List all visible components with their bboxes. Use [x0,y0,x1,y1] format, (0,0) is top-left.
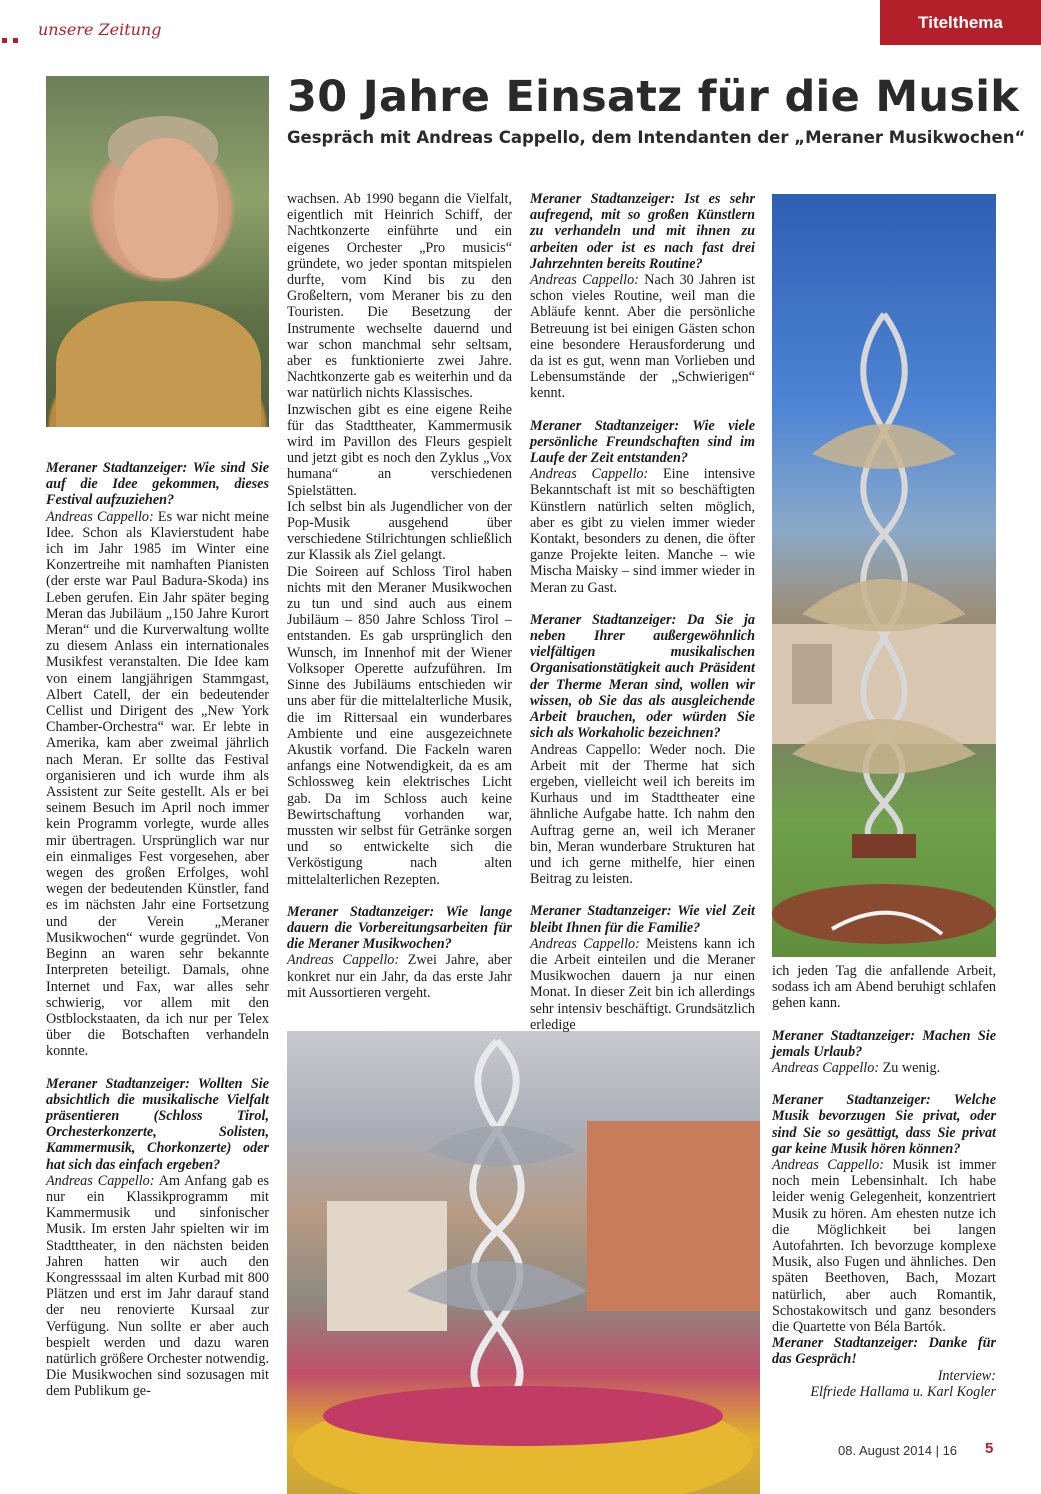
speaker-name: Andreas Cappello: [46,1172,155,1189]
question: Meraner Stadtanzeiger: Danke für das Gespräch! [772,1335,996,1368]
paragraph: Ich selbst bin als Jugendlicher von der Pop-Musik ausgehend über verschiedene Stilrichtungen schließlich zur Klassik als Ziel gelangt. [287,498,512,564]
issue-date: 08. August 2014 | 16 [838,1443,958,1458]
article-column-1 [46,460,269,1400]
question: Meraner Stadtanzeiger: Ist es sehr aufregend, mit so großen Künstlern zu verhandeln und mit ihnen zu arbeiten oder ist es nach fast drei Jahrzehnten bereits Routine? [530,191,755,272]
interview-credit-authors: Elfriede Hallama u. Karl Kogler [810,1383,996,1400]
article-column-3 [530,191,755,1033]
answer-text: Am Anfang gab es nur ein Klassikprogramm mit Kammermusik und sinfonischer Musik. Im ersten Jahr spielten wir im Stadttheater, in den nächsten beiden Jahren hatten wir auch den Kongresssaal im alten Kurbad mit 800 Plätzen und erst im Jahr darauf stand der neu renovierte Kursaal zur Verfügung. Nun sollte er aber auch bespielt werden und dazu waren natürlich größere Orchester notwendig. Die Musikwochen sind sozusagen mit dem Publikum ge- [46,1172,269,1400]
answer-text: Nach 30 Jahren ist schon vieles Routine, weil man die Abläufe kennt. Aber die persönliche Betreuung ist bei einigen Gästen schon eine besondere Herausforderung und da ist es gut, wenn man Vorlieben und Lebensumstände der „Schwierigen“ kennt. [530,272,755,402]
speaker-name: Andreas Cappello: [287,952,400,969]
paragraph: wachsen. Ab 1990 begann die Vielfalt, eigentlich mit Heinrich Schiff, der Nachtkonzerte einführte und ein eigenes Orchester „Pro musicis“ gründete, wo jeder spontan mitspielen durfte, vom Kind bis zu den Großeltern, vom Meraner bis zu den Touristen. Die Besetzung der Instrumente wechselte dauernd und war schon manchmal sehr seltsam, aber es funktionierte zwei Jahre. Nachtkonzerte gab es weiterhin und da war natürlich nichts Klassisches. [287,191,512,402]
speaker-name: Andreas Cappello: [530,272,639,289]
article-column-4 [772,963,996,1400]
speaker-name: Andreas Cappello: [530,466,649,483]
question: Meraner Stadtanzeiger: Wie sind Sie auf die Idee gekommen, dieses Festival aufzuziehen? [46,460,269,509]
answer-text: Weder noch. Die Arbeit mit der Therme hat sich ergeben, vielleicht weil ich bereits im Kurhaus und im Stadttheater eine ähnliche Aufgabe hatte. Ich nahm den Auftrag gerne an, weil ich Meraner bin, Meran wunderbare Strukturen hat und ich gerne mithelfe, hier einen Beitrag zu leisten. [530,741,755,888]
answer-text: Es war nicht meine Idee. Schon als Klavierstudent habe ich im Jahr 1985 im Winter eine Konzertreihe mit namhaften Pianisten (der erste war Paul Badura-Skoda) ins Leben gerufen. Ein Jahr später beging Meran das Jubiläum „150 Jahre Kurort Meran“ und die Kurverwaltung wollte zu diesem Anlass ein internationales Musikfest veranstalten. Die Idee kam von einem langjährigen Stammgast, Albert Catell, der ein bedeutender Cellist und Dirigent des „New York Chamber-Orchestra“ war. Er lebte in Amerika, kam aber zweimal jährlich nach Meran. Er sollte das Festival organisieren und ich wurde ihm als Assistent zur Seite gestellt. Als er bei seinem Besuch im April noch immer kein Programm vorlegte, wurde alles mir übertragen. Ursprünglich war nur ein einmaliges Fest vorgesehen, aber wegen des großen Erfolges, wohl wegen der bedeutenden Künstler, fand es im nächsten Jahr eine Fortsetzung und der Verein „Meraner Musikwochen“ wurde gegründet. Von Beginn an waren sehr bekannte Interpreten beteiligt. Damals, ohne Internet und Fax, war alles sehr schwierig, vor allem mit den Ostblockstaaten, da ich nur per Telex über die Botschaften verhandeln konnte. [46,508,269,1060]
answer [530,466,755,596]
sculpture-photo-bottom [287,1031,760,1494]
answer [772,1157,996,1335]
speaker-name: Andreas Cappello: [772,1157,884,1174]
question: Meraner Stadtanzeiger: Machen Sie jemals Urlaub? [772,1027,996,1060]
sculpture-photo-right [772,194,996,957]
answer-text: Zu wenig. [879,1060,941,1077]
question: Meraner Stadtanzeiger: Da Sie ja neben Ihrer außergewöhnlich vielfältigen musikalischen Organisationstätigkeit auch Präsident der Therme Meran sind, wollen wir wissen, ob Sie das als ausgleichende Arbeit brauchen, oder würden Sie sich als Workaholic bezeichnen? [530,611,755,742]
speaker-name: Andreas Cappello: [530,935,640,952]
article-subhead: Gespräch mit Andreas Cappello, dem Intendanten der „Meraner Musikwochen“ [287,128,1026,147]
section-tab: Titelthema [880,0,1041,45]
answer-text: Musik ist immer noch mein Lebensinhalt. Ich habe leider wenig Gelegenheit, konzentriert Musik zu hören. Am ehesten nutze ich die Möglichkeit bei langen Autofahrten. Ich bevorzuge komplexe Musik, also Fugen und ähnliches. Den späten Beethoven, Bach, Mozart natürlich, aber auch Romantik, Schostakowitsch und ganz besonders die Quartette von Béla Bartók. [772,1157,996,1336]
answer [287,952,512,1001]
answer [530,742,755,888]
question: Meraner Stadtanzeiger: Wie viel Zeit bleibt Ihnen für die Familie? [530,903,755,936]
question: Meraner Stadtanzeiger: Welche Musik bevorzugen Sie privat, oder sind Sie so gesättigt, dass Sie privat gar keine Musik hören können? [772,1092,996,1157]
answer [772,1060,996,1076]
answer [46,1173,269,1400]
interview-credit-label: Interview: [937,1367,996,1384]
paragraph: ich jeden Tag die anfallende Arbeit, sodass ich am Abend beruhigt schlafen gehen kann. [772,963,996,1012]
speaker-name: Andreas Cappello: [530,741,642,758]
article-headline: 30 Jahre Einsatz für die Musik [287,72,1020,122]
answer-text: Eine intensive Bekanntschaft ist mit so beschäftigten Künstlern natürlich selten möglich, aber es gibt zu vielen immer wieder Kontakt, besonders zu denen, die öfter ganze Projekte leiten. Manche – wie Mischa Maisky – sind immer wieder in Meran zu Gast. [530,466,755,596]
paragraph: Inzwischen gibt es eine eigene Reihe für das Stadttheater, Kammermusik wird im Pavillon des Fleurs gespielt und jetzt gibt es noch den Zyklus „Vox humana“ an verschiedenen Spielstätten. [287,401,512,499]
page-number: 5 [985,1440,994,1457]
question: Meraner Stadtanzeiger: Wie lange dauern die Vorbereitungsarbeiten für die Meraner Musikwochen? [287,903,512,953]
speaker-name: Andreas Cappello: [46,508,154,525]
question: Meraner Stadtanzeiger: Wollten Sie absichtlich die musikalische Vielfalt präsentieren (Schloss Tirol, Orchesterkonzerte, Solisten, Kammermusik, Chorkonzerte) oder hat sich das einfach ergeben? [46,1075,269,1173]
article-column-2 [287,191,512,1001]
answer-text: Meistens kann ich die Arbeit einteilen und die Meraner Musikwochen dauern ja nur einen Monat. In dieser Zeit bin ich allerdings sehr intensiv beschäftigt. Grundsätzlich erledige [530,935,755,1033]
question: Meraner Stadtanzeiger: Wie viele persönliche Freundschaften sind im Laufe der Zeit entstanden? [530,417,755,467]
answer [530,272,755,402]
answer [530,936,755,1033]
portrait-photo [46,76,269,427]
speaker-name: Andreas Cappello: [772,1060,880,1077]
answer [46,509,269,1060]
answer-text: Zwei Jahre, aber konkret nur ein Jahr, da das erste Jahr mit Aussortieren vergeht. [287,952,512,1001]
paragraph: Die Soireen auf Schloss Tirol haben nichts mit den Meraner Musikwochen zu tun und sind auch aus einem Jubiläum – 850 Jahre Schloss Tirol – entstanden. Es gab ursprünglich den Wunsch, im Innenhof mit der Wiener Volksoper Operette aufzuführen. Im Sinne des Jubiläums entschieden wir uns aber für die mittelalterliche Musik, die im Rittersaal ein wunderbares Ambiente und eine ausgezeichnete Akustik vorfand. Die Fackeln waren anfangs eine Notwendigkeit, da es am Schlossweg kein elektrisches Licht gab. Da im Schloss auch keine Bewirtschaftung vorhanden war, mussten wir selbst für Getränke sorgen und so entwickelte sich die Verköstigung nach alten mittelalterlichen Rezepten. [287,563,512,888]
publication-logo: unsere Zeitung [38,20,162,39]
section-marker [2,30,24,38]
